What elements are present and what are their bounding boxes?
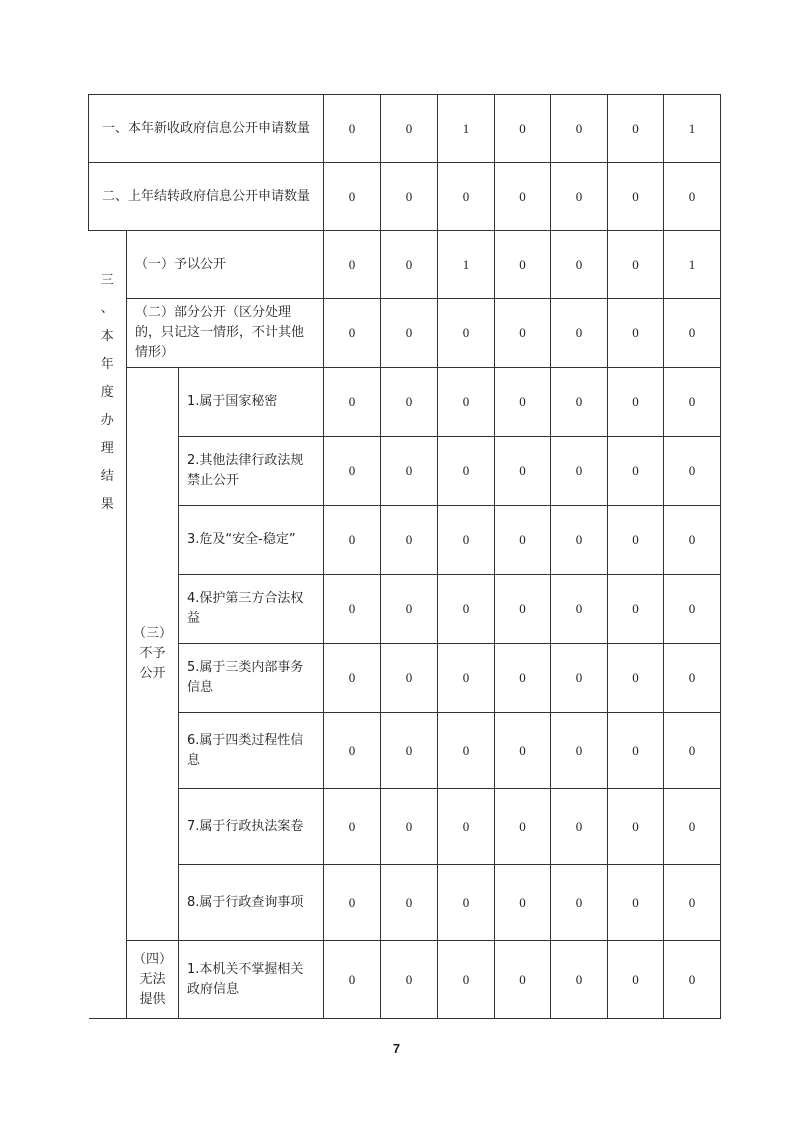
value-cell: 0 — [608, 368, 664, 437]
value-cell: 0 — [664, 506, 721, 575]
item-3-label-line: 公开 — [139, 666, 166, 681]
item-1-label: （一）予以公开 — [127, 231, 324, 299]
sub-item-label: 7.属于行政执法案卷 — [179, 789, 324, 865]
item-4-label-line: 无法 — [139, 971, 166, 987]
value-cell: 0 — [495, 95, 551, 163]
value-cell: 0 — [324, 299, 381, 368]
value-cell: 0 — [608, 437, 664, 506]
value-cell: 0 — [551, 575, 608, 644]
value-cell: 0 — [664, 789, 721, 865]
sub-item-label: 4.保护第三方合法权益 — [179, 575, 324, 644]
value-cell: 0 — [381, 644, 438, 713]
value-cell: 0 — [438, 368, 495, 437]
table-row — [89, 506, 721, 575]
table-row — [89, 231, 721, 299]
value-cell: 0 — [438, 941, 495, 1019]
value-cell: 0 — [608, 95, 664, 163]
value-cell: 0 — [608, 713, 664, 789]
value-cell: 0 — [608, 163, 664, 231]
value-cell: 0 — [495, 865, 551, 941]
section-3-char: 年 — [100, 357, 114, 372]
value-cell: 0 — [495, 231, 551, 299]
value-cell: 0 — [324, 231, 381, 299]
value-cell: 0 — [381, 231, 438, 299]
statistics-table — [88, 94, 721, 1019]
value-cell: 0 — [551, 713, 608, 789]
value-cell: 0 — [324, 163, 381, 231]
value-cell: 1 — [664, 95, 721, 163]
item-3-label-line: （三） — [132, 626, 172, 641]
row-label: 二、上年结转政府信息公开申请数量 — [89, 163, 324, 231]
table-row — [89, 644, 721, 713]
item-4-label-line: （四） — [132, 951, 172, 967]
value-cell: 0 — [664, 941, 721, 1019]
value-cell: 0 — [381, 506, 438, 575]
value-cell: 0 — [324, 506, 381, 575]
value-cell: 0 — [664, 368, 721, 437]
value-cell: 0 — [495, 299, 551, 368]
value-cell: 0 — [551, 299, 608, 368]
value-cell: 0 — [495, 789, 551, 865]
item-3-label — [127, 368, 179, 941]
value-cell: 0 — [664, 575, 721, 644]
value-cell: 0 — [381, 163, 438, 231]
value-cell: 0 — [381, 789, 438, 865]
value-cell: 1 — [438, 95, 495, 163]
value-cell: 0 — [324, 941, 381, 1019]
value-cell: 0 — [438, 437, 495, 506]
value-cell: 0 — [495, 575, 551, 644]
section-3-char: 度 — [100, 385, 114, 400]
value-cell: 0 — [664, 713, 721, 789]
value-cell: 0 — [608, 644, 664, 713]
value-cell: 0 — [381, 95, 438, 163]
value-cell: 0 — [438, 789, 495, 865]
value-cell: 0 — [324, 575, 381, 644]
item-4-label-line: 提供 — [139, 991, 166, 1007]
table-row — [89, 437, 721, 506]
value-cell: 0 — [381, 865, 438, 941]
value-cell: 0 — [664, 299, 721, 368]
value-cell: 0 — [495, 437, 551, 506]
value-cell: 0 — [381, 575, 438, 644]
table-row — [89, 789, 721, 865]
value-cell: 0 — [551, 231, 608, 299]
value-cell: 0 — [664, 865, 721, 941]
sub-item-label: 1.本机关不掌握相关政府信息 — [179, 941, 324, 1019]
row-label: 一、本年新收政府信息公开申请数量 — [89, 95, 324, 163]
value-cell: 0 — [551, 163, 608, 231]
sub-item-label: 5.属于三类内部事务信息 — [179, 644, 324, 713]
value-cell: 0 — [551, 941, 608, 1019]
section-3-char: 、 — [100, 301, 114, 316]
value-cell: 0 — [381, 941, 438, 1019]
item-4-label — [127, 941, 179, 1019]
section-3-char: 结 — [100, 469, 114, 484]
value-cell: 0 — [551, 865, 608, 941]
value-cell: 0 — [495, 713, 551, 789]
value-cell: 0 — [551, 789, 608, 865]
value-cell: 0 — [381, 368, 438, 437]
value-cell: 0 — [324, 713, 381, 789]
value-cell: 0 — [608, 299, 664, 368]
sub-item-label: 2.其他法律行政法规禁止公开 — [179, 437, 324, 506]
value-cell: 0 — [551, 506, 608, 575]
sub-item-label: 8.属于行政查询事项 — [179, 865, 324, 941]
section-3-label — [89, 231, 127, 1019]
value-cell: 0 — [495, 163, 551, 231]
value-cell: 0 — [381, 713, 438, 789]
value-cell: 0 — [324, 789, 381, 865]
value-cell: 0 — [608, 789, 664, 865]
value-cell: 0 — [438, 299, 495, 368]
value-cell: 0 — [324, 644, 381, 713]
value-cell: 0 — [438, 506, 495, 575]
value-cell: 0 — [608, 941, 664, 1019]
value-cell: 0 — [495, 644, 551, 713]
table-row — [89, 368, 721, 437]
value-cell: 1 — [664, 231, 721, 299]
value-cell: 0 — [438, 865, 495, 941]
value-cell: 0 — [438, 713, 495, 789]
table-row — [89, 865, 721, 941]
section-3-char: 办 — [100, 413, 114, 428]
section-3-char: 果 — [100, 497, 114, 512]
value-cell: 0 — [324, 437, 381, 506]
value-cell: 0 — [664, 644, 721, 713]
page-number: 7 — [392, 1041, 401, 1056]
value-cell: 0 — [438, 644, 495, 713]
value-cell: 0 — [664, 437, 721, 506]
value-cell: 0 — [551, 95, 608, 163]
value-cell: 0 — [324, 368, 381, 437]
table-row — [89, 941, 721, 1019]
value-cell: 0 — [495, 941, 551, 1019]
section-3-char: 三 — [100, 273, 114, 288]
value-cell: 0 — [608, 506, 664, 575]
value-cell: 0 — [381, 437, 438, 506]
item-2-label: （二）部分公开（区分处理的，只记这一情形，不计其他情形） — [127, 299, 324, 368]
value-cell: 0 — [495, 506, 551, 575]
table-row — [89, 163, 721, 231]
value-cell: 0 — [381, 299, 438, 368]
value-cell: 0 — [608, 575, 664, 644]
sub-item-label: 3.危及“安全-稳定” — [179, 506, 324, 575]
value-cell: 0 — [664, 163, 721, 231]
item-3-label-line: 不予 — [139, 646, 166, 661]
sub-item-label: 6.属于四类过程性信息 — [179, 713, 324, 789]
value-cell: 1 — [438, 231, 495, 299]
section-3-char: 本 — [100, 329, 114, 344]
value-cell: 0 — [551, 368, 608, 437]
value-cell: 0 — [551, 437, 608, 506]
table-row — [89, 95, 721, 163]
value-cell: 0 — [551, 644, 608, 713]
sub-item-label: 1.属于国家秘密 — [179, 368, 324, 437]
value-cell: 0 — [324, 95, 381, 163]
table-row — [89, 299, 721, 368]
value-cell: 0 — [608, 231, 664, 299]
value-cell: 0 — [495, 368, 551, 437]
value-cell: 0 — [438, 575, 495, 644]
table-row — [89, 713, 721, 789]
value-cell: 0 — [324, 865, 381, 941]
value-cell: 0 — [608, 865, 664, 941]
table-row — [89, 575, 721, 644]
value-cell: 0 — [438, 163, 495, 231]
section-3-char: 理 — [100, 441, 114, 456]
